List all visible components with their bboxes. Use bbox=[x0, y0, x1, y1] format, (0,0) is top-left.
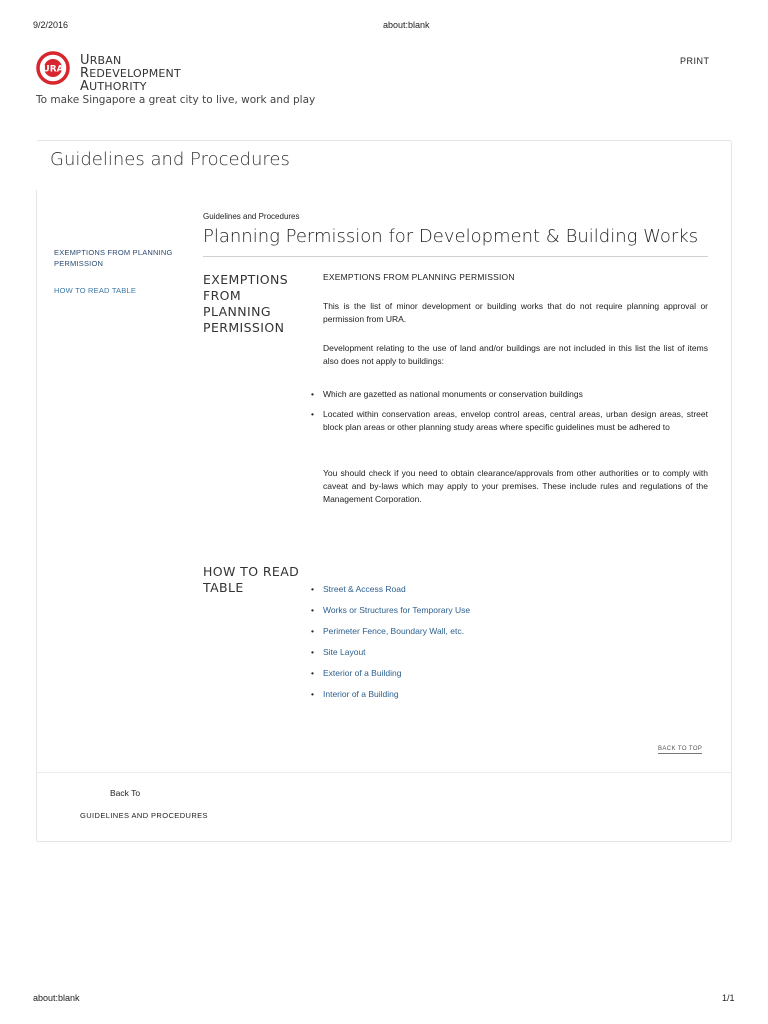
logo-line3-rest: UTHORITY bbox=[89, 80, 147, 93]
paragraph-intro: This is the list of minor development or building works that do not require planning approval or permission from URA. bbox=[323, 301, 708, 324]
back-to-top-link[interactable]: BACK TO TOP bbox=[658, 746, 703, 752]
card-title: Guidelines and Procedures bbox=[50, 149, 290, 170]
list-item: • Which are gazetted as national monuments or conservation buildings bbox=[311, 389, 583, 399]
sidebar-item-how-to-read[interactable]: HOW TO READ TABLE bbox=[54, 286, 137, 295]
logo-line2-rest: EDEVELOPMENT bbox=[89, 67, 181, 80]
paragraph-exclusions: Development relating to the use of land and/or buildings are not included in this list the list of items also does not apply to buildings: bbox=[323, 343, 708, 366]
logo-line1-cap: U bbox=[80, 53, 90, 68]
section-heading-how-to-read: HOW TO READ TABLE bbox=[203, 564, 300, 595]
link-exterior-building[interactable]: Exterior of a Building bbox=[323, 668, 402, 678]
logo-line3-cap: A bbox=[80, 79, 90, 94]
ura-logo-icon bbox=[36, 51, 70, 85]
card-footer-divider bbox=[36, 772, 732, 773]
sidebar-item-exemptions[interactable]: EXEMPTIONS FROM PLANNING PERMISSION bbox=[54, 248, 173, 268]
print-button[interactable]: PRINT bbox=[680, 56, 710, 66]
list-item: • Exterior of a Building bbox=[311, 668, 402, 678]
list-item: • Perimeter Fence, Boundary Wall, etc. bbox=[311, 626, 464, 636]
list-item-text: Which are gazetted as national monuments or conservation buildings bbox=[323, 389, 583, 399]
section-label-exemptions: EXEMPTIONS FROM PLANNING PERMISSION bbox=[323, 272, 515, 282]
breadcrumb[interactable]: Guidelines and Procedures bbox=[203, 212, 300, 221]
link-interior-building[interactable]: Interior of a Building bbox=[323, 689, 399, 699]
logo-wordmark bbox=[80, 54, 181, 93]
link-site-layout[interactable]: Site Layout bbox=[323, 647, 366, 657]
paragraph-clearance: You should check if you need to obtain clearance/approvals from other authorities or to comply with caveat and by-laws which may apply to your premises. These include rules and regulations of the Management Corporation. bbox=[323, 468, 708, 504]
print-date: 9/2/2016 bbox=[33, 20, 69, 30]
back-to-label: Back To bbox=[110, 788, 141, 798]
logo-line1-rest: RBAN bbox=[89, 54, 122, 67]
tagline: To make Singapore a great city to live, work and play bbox=[36, 94, 316, 106]
list-item: • Works or Structures for Temporary Use bbox=[311, 605, 471, 615]
link-perimeter-fence[interactable]: Perimeter Fence, Boundary Wall, etc. bbox=[323, 626, 464, 636]
print-footer-page: 1/1 bbox=[722, 993, 735, 1003]
link-street-access-road[interactable]: Street & Access Road bbox=[323, 584, 406, 594]
print-title: about:blank bbox=[383, 20, 430, 30]
card-title-divider bbox=[36, 140, 37, 190]
list-item-text: Located within conservation areas, envelop control areas, central areas, urban design areas, street block plan areas or other planning study areas where specific guidelines must be adhered to bbox=[323, 409, 708, 432]
print-footer-url: about:blank bbox=[33, 993, 80, 1003]
list-item: • Street & Access Road bbox=[311, 584, 406, 594]
link-temporary-use[interactable]: Works or Structures for Temporary Use bbox=[323, 605, 471, 615]
list-item: • Interior of a Building bbox=[311, 689, 399, 699]
logo-line2-cap: R bbox=[80, 66, 90, 81]
page-title: Planning Permission for Development & Building Works bbox=[203, 226, 699, 247]
section-heading-exemptions: EXEMPTIONS FROM PLANNING PERMISSION bbox=[203, 272, 289, 335]
title-divider bbox=[203, 256, 708, 257]
back-to-guidelines-link[interactable]: GUIDELINES AND PROCEDURES bbox=[80, 811, 208, 820]
list-item: • Located within conservation areas, envelop control areas, central areas, urban design areas, street block plan areas or other planning study areas where specific guidelines must be adhered to bbox=[311, 409, 708, 432]
logo-mark-letters: URA bbox=[42, 64, 64, 75]
list-item: • Site Layout bbox=[311, 647, 366, 657]
